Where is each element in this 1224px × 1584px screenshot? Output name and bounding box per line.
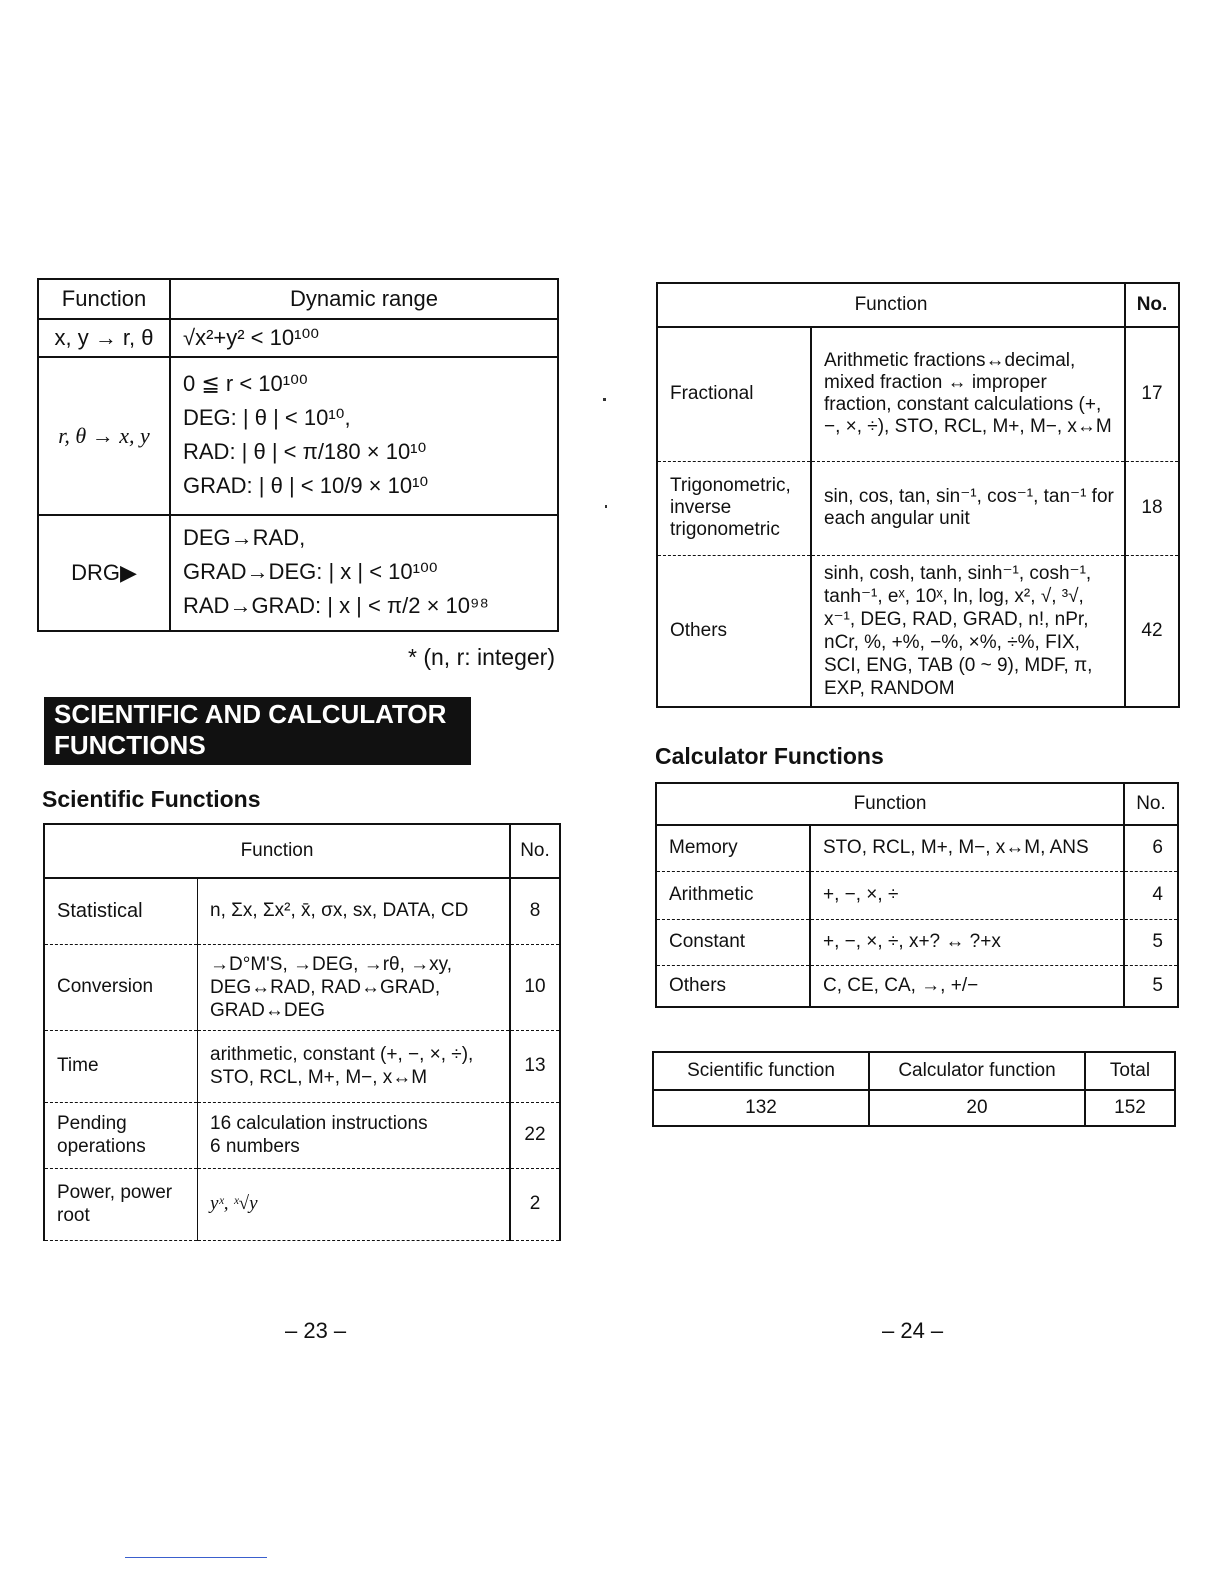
range-drg-values xyxy=(170,515,558,631)
frac-header-function: Function xyxy=(657,283,1125,327)
range-rtheta-values xyxy=(170,357,558,515)
sci-no-conversion: 10 xyxy=(510,944,560,1030)
sci-functions-statistical: n, Σx, Σx², x̄, σx, sx, DATA, CD xyxy=(198,878,511,944)
totals-header-scientific: Scientific function xyxy=(653,1052,869,1090)
frac-category-fractional: Fractional xyxy=(657,327,811,461)
page-number-left: – 23 – xyxy=(285,1318,347,1343)
sci-category-power: Power, power root xyxy=(44,1168,198,1240)
frac-functions-trig: sin, cos, tan, sin⁻¹, cos⁻¹, tan⁻¹ for each angular unit xyxy=(811,461,1125,555)
sci-functions-pending: 16 calculation instructions 6 numbers xyxy=(198,1102,511,1168)
calc-no-memory: 6 xyxy=(1124,825,1178,871)
scan-speck xyxy=(605,505,607,508)
dynamic-range-table xyxy=(37,278,559,632)
frac-category-others: Others xyxy=(657,555,811,707)
sci-category-time: Time xyxy=(44,1030,198,1102)
calc-functions-memory: STO, RCL, M+, M−, x↔M, ANS xyxy=(810,825,1124,871)
totals-value-calculator: 20 xyxy=(869,1090,1085,1126)
sci-no-pending: 22 xyxy=(510,1102,560,1168)
sci-no-statistical: 8 xyxy=(510,878,560,944)
frac-no-trig: 18 xyxy=(1125,461,1179,555)
range-line-grad: GRAD: | θ | < 10/9 × 10¹⁰ xyxy=(183,473,429,498)
frac-header-no: No. xyxy=(1125,283,1179,327)
scientific-functions-title: Scientific Functions xyxy=(42,786,261,812)
calculator-functions-table xyxy=(655,782,1179,1008)
sci-functions-time: arithmetic, constant (+, −, ×, ÷), STO, RCL, M+, M−, x↔M xyxy=(198,1030,511,1102)
calc-header-function: Function xyxy=(656,783,1124,825)
range-header-range: Dynamic range xyxy=(170,279,558,319)
sci-functions-power: yˣ, ˣ√y xyxy=(198,1168,511,1240)
range-function-xy-to-rtheta: x, y → r, θ xyxy=(54,325,154,350)
sci-no-power: 2 xyxy=(510,1168,560,1240)
totals-value-scientific: 132 xyxy=(653,1090,869,1126)
section-heading xyxy=(44,697,471,765)
sci-header-function: Function xyxy=(44,824,510,878)
calculator-functions-title: Calculator Functions xyxy=(655,743,884,769)
totals-header-total: Total xyxy=(1085,1052,1175,1090)
calc-no-arithmetic: 4 xyxy=(1124,871,1178,919)
sci-category-pending: Pending operations xyxy=(44,1102,198,1168)
range-header-function: Function xyxy=(38,279,170,319)
sci-header-no: No. xyxy=(510,824,560,878)
calc-no-constant: 5 xyxy=(1124,919,1178,965)
calc-functions-constant: +, −, ×, ÷, x+? ↔ ?+x xyxy=(810,919,1124,965)
calc-category-arithmetic: Arithmetic xyxy=(656,871,810,919)
range-line-rad: RAD: | θ | < π/180 × 10¹⁰ xyxy=(183,439,427,464)
range-line-r: 0 ≦ r < 10¹⁰⁰ xyxy=(183,371,308,396)
totals-header-calculator: Calculator function xyxy=(869,1052,1085,1090)
range-line-deg: DEG: | θ | < 10¹⁰, xyxy=(183,405,351,430)
frac-no-others: 42 xyxy=(1141,619,1163,641)
frac-category-trig: Trigonometric, inverse trigonometric xyxy=(657,461,811,555)
sci-category-conversion: Conversion xyxy=(44,944,198,1030)
range-row-function xyxy=(38,319,170,357)
scan-speck xyxy=(603,398,606,401)
range-function-drg: DRG▶ xyxy=(38,515,170,631)
range-row-value xyxy=(170,319,558,357)
function-count-table xyxy=(656,282,1180,708)
section-heading-line2: FUNCTIONS xyxy=(54,730,206,760)
integer-footnote: * (n, r: integer) xyxy=(408,644,555,670)
calc-category-constant: Constant xyxy=(656,919,810,965)
range-function-rtheta-to-xy: r, θ → x, y xyxy=(38,357,170,515)
calc-header-no: No. xyxy=(1124,783,1178,825)
sci-category-statistical: Statistical xyxy=(44,878,198,944)
sci-functions-conversion: →D°M'S, →DEG, →rθ, →xy, DEG↔RAD, RAD↔GRAD, GRAD↔DEG xyxy=(198,944,511,1030)
calc-category-others: Others xyxy=(656,965,810,1007)
range-line-deg-rad: DEG→RAD, xyxy=(183,525,306,550)
range-xy-sqrt-expr: √x²+y² < 10¹⁰⁰ xyxy=(183,325,320,350)
totals-value-total: 152 xyxy=(1114,1097,1146,1118)
sci-no-time: 13 xyxy=(510,1030,560,1102)
scientific-functions-table xyxy=(43,823,561,1241)
range-line-grad-deg: GRAD→DEG: | x | < 10¹⁰⁰ xyxy=(183,559,438,584)
frac-no-fractional: 17 xyxy=(1125,327,1179,461)
calc-category-memory: Memory xyxy=(656,825,810,871)
calc-functions-arithmetic: +, −, ×, ÷ xyxy=(810,871,1124,919)
footer-rule xyxy=(125,1557,267,1558)
calc-functions-others: C, CE, CA, →, +/− xyxy=(810,965,1124,1007)
range-line-rad-grad: RAD→GRAD: | x | < π/2 × 10⁹⁸ xyxy=(183,593,489,618)
section-heading-line1: SCIENTIFIC AND CALCULATOR xyxy=(54,699,447,729)
totals-table xyxy=(652,1051,1176,1127)
page-number-right: – 24 – xyxy=(882,1318,944,1343)
frac-functions-fractional: Arithmetic fractions↔decimal, mixed fraction ↔ improper fraction, constant calculations (+, −, ×, ÷), STO, RCL, M+, M−, x↔M xyxy=(811,327,1125,461)
frac-functions-others: sinh, cosh, tanh, sinh⁻¹, cosh⁻¹, tanh⁻¹, eˣ, 10ˣ, ln, log, x², √, ³√, x⁻¹, DEG, RAD, GRAD, n!, nPr, nCr, %, +%, −%, ×%, ÷%, FIX, SCI, ENG, TAB (0 ~ 9), MDF, π, EXP, RANDOM xyxy=(811,555,1125,707)
calc-no-others: 5 xyxy=(1152,974,1163,996)
